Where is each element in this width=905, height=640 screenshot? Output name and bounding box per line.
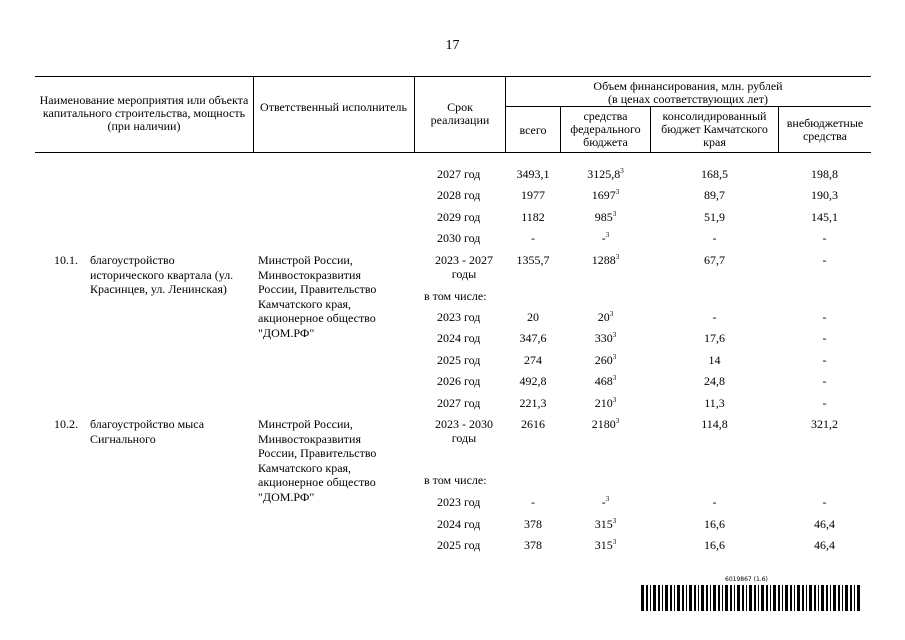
regional-cell: -	[712, 231, 717, 245]
federal-cell: $985^3$	[594, 210, 617, 224]
total-cell: 3493,1	[516, 167, 550, 181]
extra-cell: 321,2	[811, 417, 838, 431]
extra-cell: -	[822, 353, 827, 367]
page-number: 17	[445, 38, 460, 53]
total-cell: -	[531, 231, 535, 245]
extra-cell: -	[822, 331, 827, 345]
header-top-rule	[35, 76, 871, 77]
barcode-image	[641, 585, 863, 611]
total-cell: 2616	[521, 417, 545, 431]
header-federal: средства федерального бюджета	[570, 109, 641, 149]
federal-cell: $20^3$	[597, 310, 614, 324]
total-cell: 492,8	[519, 374, 547, 388]
total-cell: 1355,7	[516, 253, 550, 267]
extra-cell: 46,4	[814, 517, 835, 531]
header-financing: Объем финансирования, млн. рублей	[593, 79, 783, 93]
extra-cell: 145,1	[811, 210, 838, 224]
header-bottom-rule	[35, 152, 871, 153]
header-responsible: Ответственный исполнитель	[260, 100, 407, 114]
period-cell: 2025 год	[437, 353, 481, 367]
period-cell: 2024 год	[437, 517, 481, 531]
period-cell: 2027 год	[437, 167, 481, 181]
total-cell: 221,3	[519, 396, 547, 410]
total-cell: 1182	[521, 210, 545, 224]
period-cell: 2026 год	[437, 374, 481, 388]
federal-cell: 1697$^3$	[591, 188, 620, 202]
extra-cell: 190,3	[811, 188, 838, 202]
period-cell: 2023 год	[437, 310, 481, 324]
federal-cell: $315^3$	[594, 517, 617, 531]
extra-cell: 198,8	[811, 167, 838, 181]
period-cell: 2030 год	[437, 231, 481, 245]
federal-cell: $468^3$	[594, 374, 617, 388]
total-cell: 378	[524, 538, 542, 552]
header-divider	[414, 76, 415, 152]
extra-cell: -	[822, 231, 827, 245]
header-extra: внебюджетные средства	[786, 116, 864, 143]
regional-cell: 51,9	[704, 210, 725, 224]
item-responsible: Минстрой России, Минвостокразвития России, Правительство Камчатского края, акционерное общество "ДОМ.РФ"	[258, 417, 377, 504]
regional-cell: 67,7	[704, 253, 725, 267]
item-responsible: Минстрой России, Минвостокразвития России, Правительство Камчатского края, акционерное общество "ДОМ.РФ"	[258, 253, 377, 340]
federal-cell: 3125,8$^3$	[587, 167, 624, 181]
including-label: в том числе:	[424, 473, 487, 487]
federal-cell: $210^3$	[594, 396, 617, 410]
regional-cell: 168,5	[701, 167, 728, 181]
total-cell: -	[531, 495, 535, 509]
federal-cell: 1288$^3$	[591, 253, 620, 267]
header-period: Срок реализации	[430, 100, 490, 127]
total-cell: 378	[524, 517, 542, 531]
header-financing-note: (в ценах соответствующих лет)	[608, 92, 768, 106]
total-cell: 347,6	[519, 331, 547, 345]
period-cell: 2023 - 2027 годы	[435, 253, 493, 281]
period-cell: 2023 год	[437, 495, 481, 509]
regional-cell: 14	[708, 353, 721, 367]
total-cell: 20	[527, 310, 539, 324]
item-name: благоустройство мыса Сигнального	[90, 417, 205, 446]
extra-cell: -	[822, 310, 827, 324]
period-cell: 2028 год	[437, 188, 481, 202]
total-cell: 274	[524, 353, 542, 367]
regional-cell: -	[712, 495, 717, 509]
regional-cell: 114,8	[701, 417, 728, 431]
period-cell: 2024 год	[437, 331, 481, 345]
item-number: 10.1.	[54, 253, 78, 267]
federal-cell: -$^3$	[601, 495, 610, 509]
header-total: всего	[519, 123, 547, 137]
extra-cell: 46,4	[814, 538, 835, 552]
federal-cell: 2180$^3$	[591, 417, 620, 431]
period-cell: 2029 год	[437, 210, 481, 224]
period-cell: 2023 - 2030 годы	[435, 417, 493, 445]
regional-cell: 17,6	[704, 331, 725, 345]
extra-cell: -	[822, 396, 827, 410]
extra-cell: -	[822, 374, 827, 388]
regional-cell: 24,8	[704, 374, 725, 388]
period-cell: 2025 год	[437, 538, 481, 552]
regional-cell: 11,3	[704, 396, 725, 410]
regional-cell: 16,6	[704, 517, 725, 531]
barcode-label: 6019867 (1.6)	[725, 576, 768, 583]
header-divider	[253, 76, 254, 152]
item-number: 10.2.	[54, 417, 78, 431]
extra-cell: -	[822, 253, 827, 267]
including-label: в том числе:	[424, 289, 487, 303]
period-cell: 2027 год	[437, 396, 481, 410]
federal-cell: $260^3$	[594, 353, 617, 367]
regional-cell: -	[712, 310, 717, 324]
regional-cell: 16,6	[704, 538, 725, 552]
federal-cell: $330^3$	[594, 331, 617, 345]
item-name: благоустройство исторического квартала (ул. Красинцев, ул. Ленинская)	[90, 253, 234, 296]
federal-cell: $315^3$	[594, 538, 617, 552]
extra-cell: -	[822, 495, 827, 509]
total-cell: 1977	[521, 188, 545, 202]
regional-cell: 89,7	[704, 188, 725, 202]
federal-cell: -$^3$	[601, 231, 610, 245]
header-consolidated: консолидированный бюджет Камчатского края	[661, 109, 768, 149]
header-name: Наименование мероприятия или объекта капитального строительства, мощность (при наличии)	[39, 93, 249, 133]
